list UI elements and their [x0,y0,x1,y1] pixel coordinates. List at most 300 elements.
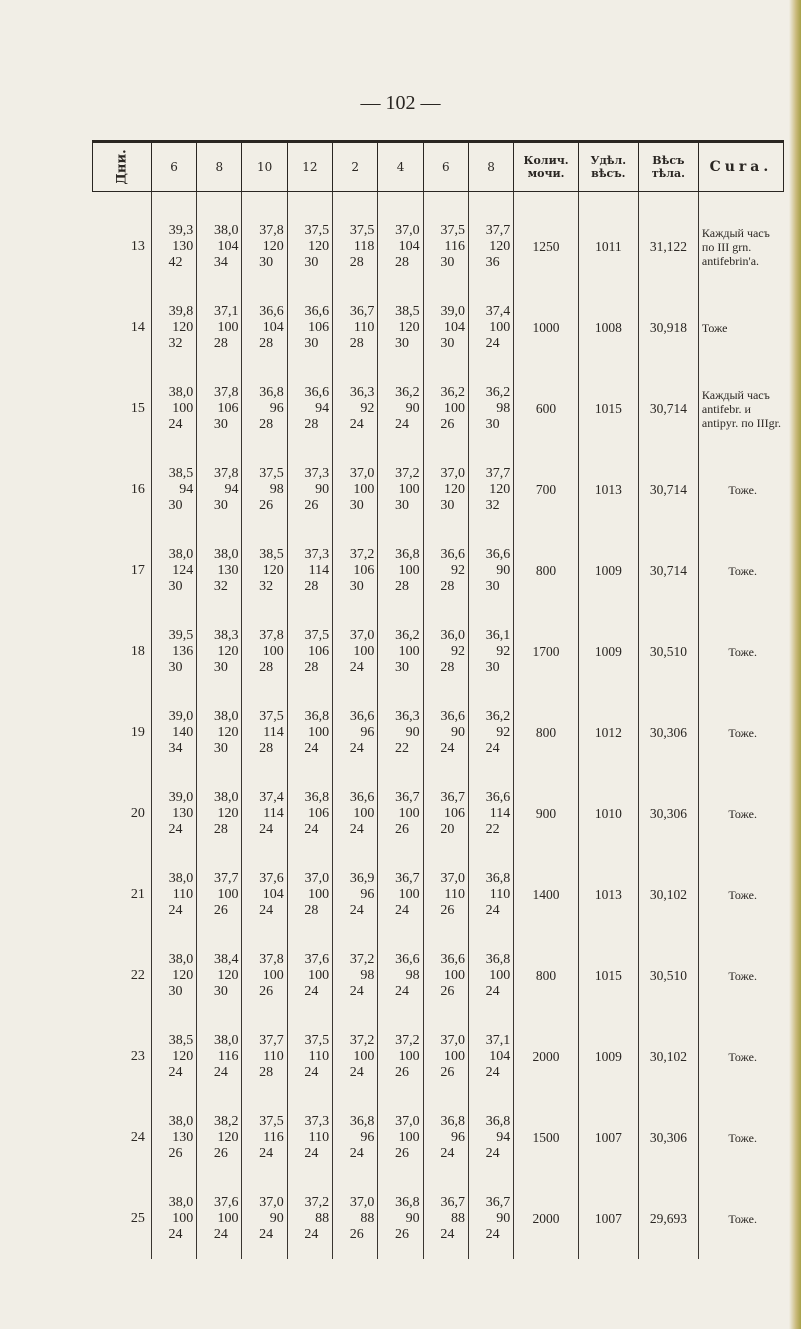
pulse-value: 140 [172,724,194,740]
hour-measurement-cell [423,530,468,611]
respiration-value: 42 [168,254,183,270]
pulse-value: 118 [353,238,375,254]
pulse-value: 88 [360,1210,375,1226]
respiration-value: 24 [168,902,183,918]
hour-measurement-cell [197,611,242,692]
pulse-value: 120 [398,319,420,335]
hour-measurement-cell [242,368,287,449]
hour-measurement-cell [468,854,513,935]
pulse-value: 100 [353,643,375,659]
pulse-value: 114 [263,724,284,740]
pulse-value: 90 [405,1210,420,1226]
respiration-value: 24 [485,983,500,999]
specific-gravity-header: Удѣл. вѣсъ. [578,142,638,192]
day-number: 25 [130,1210,145,1226]
body-weight: 30,510 [638,935,698,1016]
hour-measurement-cell [423,692,468,773]
pulse-value: 98 [269,481,284,497]
pulse-value: 94 [224,481,239,497]
body-weight: 29,693 [638,1178,698,1259]
respiration-value: 28 [349,335,364,351]
urine-quantity: 1700 [514,611,579,692]
body-weight: 30,918 [638,287,698,368]
temperature-value: 38,0 [168,384,194,400]
hour-header: 2 [333,142,378,192]
pulse-value: 100 [443,967,465,983]
respiration-value: 28 [213,335,228,351]
hour-header: 8 [468,142,513,192]
table-row [93,611,784,692]
hour-measurement-cell [468,449,513,530]
pulse-value: 120 [172,1048,194,1064]
pulse-value: 106 [353,562,375,578]
pulse-value: 94 [496,1129,511,1145]
pulse-value: 124 [172,562,194,578]
temperature-value: 37,7 [485,222,511,238]
temperature-value: 38,0 [168,1194,194,1210]
respiration-value: 28 [304,902,319,918]
hour-measurement-cell [333,854,378,935]
hour-measurement-cell [423,1178,468,1259]
pulse-value: 92 [450,562,465,578]
hour-measurement-cell [378,1097,423,1178]
temperature-value: 36,8 [440,1113,465,1129]
temperature-value: 37,6 [259,870,284,886]
hour-measurement-cell [333,530,378,611]
respiration-value: 24 [395,902,410,918]
respiration-value: 26 [440,983,455,999]
pulse-value: 120 [489,238,511,254]
temperature-value: 36,6 [485,546,511,562]
hour-header: 10 [242,142,287,192]
temperature-value: 36,6 [304,303,330,319]
hour-measurement-cell [378,854,423,935]
specific-gravity: 1007 [578,1097,638,1178]
pulse-value: 116 [444,238,465,254]
pulse-value: 100 [308,724,330,740]
temperature-value: 37,5 [304,1032,330,1048]
hour-measurement-cell [468,1178,513,1259]
hour-measurement-cell [287,287,332,368]
respiration-value: 28 [440,578,455,594]
temperature-value: 37,0 [395,1113,420,1129]
pulse-value: 110 [444,886,465,902]
hour-measurement-cell [423,287,468,368]
respiration-value: 30 [440,335,455,351]
urine-quantity: 1000 [514,287,579,368]
pulse-value: 100 [217,886,239,902]
temperature-value: 37,6 [213,1194,239,1210]
temperature-value: 36,6 [259,303,284,319]
urine-quantity: 700 [514,449,579,530]
respiration-value: 30 [349,497,364,513]
hour-measurement-cell [468,611,513,692]
respiration-value: 24 [304,821,319,837]
temperature-value: 36,3 [395,708,420,724]
temperature-value: 38,0 [168,870,194,886]
pulse-value: 100 [489,967,511,983]
cura-note: Тоже. [698,1178,783,1259]
hour-measurement-cell [197,1016,242,1097]
respiration-value: 24 [304,740,319,756]
temperature-value: 36,6 [440,546,465,562]
pulse-value: 100 [217,319,239,335]
pulse-value: 96 [360,1129,375,1145]
respiration-value: 30 [395,335,410,351]
temperature-value: 38,0 [213,546,239,562]
hour-measurement-cell [333,1178,378,1259]
temperature-value: 38,2 [213,1113,239,1129]
respiration-value: 28 [304,578,319,594]
pulse-value: 88 [450,1210,465,1226]
temperature-value: 36,2 [440,384,465,400]
hour-measurement-cell [197,287,242,368]
hour-measurement-cell [333,773,378,854]
body-weight: 30,714 [638,530,698,611]
respiration-value: 26 [395,1226,410,1242]
temperature-value: 36,7 [440,789,465,805]
respiration-value: 24 [395,416,410,432]
temperature-value: 37,0 [349,465,375,481]
respiration-value: 24 [485,1226,500,1242]
hour-measurement-cell [242,935,287,1016]
pulse-value: 120 [172,967,194,983]
day-number: 23 [130,1048,145,1064]
day-number: 18 [130,643,145,659]
pulse-value: 94 [179,481,194,497]
body-weight: 30,306 [638,1097,698,1178]
body-weight: 30,102 [638,854,698,935]
pulse-value: 100 [398,805,420,821]
temperature-value: 39,3 [168,222,194,238]
temperature-value: 37,1 [213,303,239,319]
pulse-value: 130 [172,238,194,254]
respiration-value: 26 [440,902,455,918]
respiration-value: 24 [349,1064,364,1080]
temperature-value: 36,6 [440,708,465,724]
respiration-value: 36 [485,254,500,270]
pulse-value: 100 [217,1210,239,1226]
pulse-value: 110 [172,886,194,902]
temperature-value: 36,6 [485,789,511,805]
temperature-value: 36,3 [349,384,375,400]
respiration-value: 24 [213,1226,228,1242]
urine-quantity-header: Колич. мочи. [514,142,579,192]
temperature-value: 37,2 [349,1032,375,1048]
hour-measurement-cell [423,1097,468,1178]
temperature-value: 37,6 [304,951,330,967]
temperature-value: 37,5 [304,222,330,238]
urine-quantity: 1400 [514,854,579,935]
respiration-value: 28 [440,659,455,675]
respiration-value: 26 [213,1145,228,1161]
temperature-value: 36,0 [440,627,465,643]
respiration-value: 24 [259,1145,274,1161]
pulse-value: 106 [308,643,330,659]
temperature-value: 39,5 [168,627,194,643]
pulse-value: 104 [443,319,465,335]
pulse-value: 100 [353,805,375,821]
pulse-value: 100 [262,643,284,659]
pulse-value: 114 [489,805,511,821]
respiration-value: 24 [349,1145,364,1161]
cura-note: Каждый часъ antifebr. и antipyr. по IIIgr. [698,368,783,449]
hour-measurement-cell [151,1097,196,1178]
respiration-value: 24 [259,902,274,918]
pulse-value: 100 [443,1048,465,1064]
temperature-value: 36,7 [485,1194,511,1210]
respiration-value: 28 [259,659,274,675]
hour-measurement-cell [333,692,378,773]
temperature-value: 37,2 [349,546,375,562]
hour-measurement-cell [423,368,468,449]
cura-note: Тоже. [698,773,783,854]
pulse-value: 136 [172,643,194,659]
specific-gravity: 1008 [578,287,638,368]
pulse-value: 120 [489,481,511,497]
hour-measurement-cell [468,287,513,368]
day-column-header: Дни. [93,142,152,192]
cura-note: Тоже. [698,611,783,692]
temperature-value: 38,4 [213,951,239,967]
respiration-value: 28 [259,335,274,351]
cura-header: Cura. [698,142,783,192]
temperature-value: 37,0 [440,465,465,481]
respiration-value: 28 [395,578,410,594]
respiration-value: 30 [168,983,183,999]
urine-quantity: 800 [514,935,579,1016]
respiration-value: 28 [304,416,319,432]
respiration-value: 28 [349,254,364,270]
respiration-value: 24 [349,416,364,432]
temperature-value: 39,0 [440,303,465,319]
cura-note: Тоже. [698,1016,783,1097]
temperature-value: 36,1 [485,627,511,643]
hour-measurement-cell [242,773,287,854]
temperature-value: 37,8 [259,627,284,643]
temperature-value: 38,0 [213,222,239,238]
respiration-value: 30 [440,254,455,270]
table-row [93,1097,784,1178]
hour-measurement-cell [287,611,332,692]
temperature-value: 37,0 [259,1194,284,1210]
hour-measurement-cell [151,287,196,368]
hour-measurement-cell [423,611,468,692]
specific-gravity: 1007 [578,1178,638,1259]
body-weight: 30,306 [638,773,698,854]
respiration-value: 28 [259,416,274,432]
respiration-value: 26 [440,416,455,432]
respiration-value: 30 [395,659,410,675]
specific-gravity: 1011 [578,192,638,288]
temperature-value: 36,6 [440,951,465,967]
pulse-value: 104 [262,886,284,902]
hour-measurement-cell [242,1097,287,1178]
pulse-value: 130 [217,562,239,578]
hour-measurement-cell [151,854,196,935]
temperature-value: 38,0 [168,1113,194,1129]
respiration-value: 28 [213,821,228,837]
page-edge-shading [789,0,801,1329]
specific-gravity: 1009 [578,1016,638,1097]
pulse-value: 120 [217,643,239,659]
temperature-value: 37,0 [349,627,375,643]
hour-measurement-cell [151,773,196,854]
hour-measurement-cell [197,773,242,854]
temperature-value: 36,8 [395,546,420,562]
temperature-value: 38,0 [168,951,194,967]
temperature-value: 37,5 [259,708,284,724]
hour-measurement-cell [197,935,242,1016]
temperature-value: 37,8 [259,222,284,238]
temperature-value: 38,0 [213,789,239,805]
temperature-value: 39,0 [168,789,194,805]
respiration-value: 30 [440,497,455,513]
specific-gravity: 1009 [578,611,638,692]
temperature-value: 37,3 [304,546,330,562]
hour-header: 4 [378,142,423,192]
pulse-value: 110 [263,1048,284,1064]
hour-measurement-cell [423,449,468,530]
table-row [93,1178,784,1259]
respiration-value: 30 [213,416,228,432]
pulse-value: 120 [217,967,239,983]
hour-measurement-cell [423,1016,468,1097]
hour-measurement-cell [242,1178,287,1259]
hour-measurement-cell [151,935,196,1016]
respiration-value: 24 [304,1226,319,1242]
temperature-value: 36,7 [395,789,420,805]
respiration-value: 32 [168,335,183,351]
hour-measurement-cell [151,449,196,530]
hour-measurement-cell [378,611,423,692]
temperature-value: 37,0 [349,1194,375,1210]
temperature-value: 37,7 [259,1032,284,1048]
pulse-value: 100 [353,1048,375,1064]
pulse-value: 104 [217,238,239,254]
day-number: 19 [130,724,145,740]
table-row [93,192,784,288]
hour-measurement-cell [333,192,378,288]
hour-measurement-cell [287,1016,332,1097]
day-number: 20 [130,805,145,821]
respiration-value: 30 [304,335,319,351]
hour-measurement-cell [197,1097,242,1178]
temperature-value: 37,4 [259,789,284,805]
table-row [93,1016,784,1097]
urine-quantity: 800 [514,530,579,611]
respiration-value: 24 [485,1145,500,1161]
pulse-value: 110 [353,319,375,335]
pulse-value: 120 [443,481,465,497]
respiration-value: 24 [304,983,319,999]
body-weight: 30,510 [638,611,698,692]
table-row [93,368,784,449]
respiration-value: 24 [349,902,364,918]
hour-measurement-cell [468,692,513,773]
hour-measurement-cell [242,449,287,530]
header-row [93,142,784,192]
hour-measurement-cell [242,192,287,288]
temperature-value: 37,2 [349,951,375,967]
respiration-value: 30 [213,740,228,756]
temperature-value: 37,7 [485,465,511,481]
temperature-value: 36,8 [259,384,284,400]
hour-measurement-cell [333,449,378,530]
pulse-value: 92 [360,400,375,416]
hour-measurement-cell [197,530,242,611]
hour-measurement-cell [242,611,287,692]
pulse-value: 120 [217,805,239,821]
temperature-value: 37,5 [259,1113,284,1129]
hour-measurement-cell [151,530,196,611]
respiration-value: 24 [440,1226,455,1242]
respiration-value: 24 [349,821,364,837]
respiration-value: 22 [485,821,500,837]
table-row [93,449,784,530]
pulse-value: 100 [398,886,420,902]
temperature-value: 36,8 [485,951,511,967]
temperature-value: 36,2 [485,708,511,724]
hour-measurement-cell [333,287,378,368]
urine-quantity: 600 [514,368,579,449]
respiration-value: 26 [395,1145,410,1161]
pulse-value: 94 [315,400,330,416]
temperature-value: 36,8 [349,1113,375,1129]
hour-header: 8 [197,142,242,192]
hour-measurement-cell [287,368,332,449]
respiration-value: 24 [349,740,364,756]
respiration-value: 30 [213,659,228,675]
cura-note: Тоже. [698,935,783,1016]
pulse-value: 106 [308,805,330,821]
temperature-value: 36,2 [485,384,511,400]
temperature-value: 37,7 [213,870,239,886]
hour-measurement-cell [468,1097,513,1178]
hour-measurement-cell [378,773,423,854]
pulse-value: 100 [398,562,420,578]
body-weight: 31,122 [638,192,698,288]
pulse-value: 104 [489,1048,511,1064]
respiration-value: 24 [440,740,455,756]
cura-note: Тоже. [698,692,783,773]
respiration-value: 26 [440,1064,455,1080]
temperature-value: 36,8 [304,789,330,805]
pulse-value: 96 [269,400,284,416]
hour-measurement-cell [333,935,378,1016]
clinical-observation-table [92,140,784,1259]
respiration-value: 30 [168,578,183,594]
pulse-value: 130 [172,1129,194,1145]
respiration-value: 28 [395,254,410,270]
hour-measurement-cell [378,530,423,611]
respiration-value: 30 [485,578,500,594]
hour-measurement-cell [468,1016,513,1097]
body-weight: 30,102 [638,1016,698,1097]
hour-header: 6 [423,142,468,192]
urine-quantity: 2000 [514,1016,579,1097]
hour-measurement-cell [287,692,332,773]
hour-measurement-cell [378,1178,423,1259]
respiration-value: 30 [168,659,183,675]
cura-note: Тоже. [698,530,783,611]
respiration-value: 24 [168,821,183,837]
urine-quantity: 1250 [514,192,579,288]
cura-note: Каждый часъ по III grn. antifebrin'a. [698,192,783,288]
hour-measurement-cell [378,692,423,773]
pulse-value: 90 [405,724,420,740]
hour-measurement-cell [378,1016,423,1097]
